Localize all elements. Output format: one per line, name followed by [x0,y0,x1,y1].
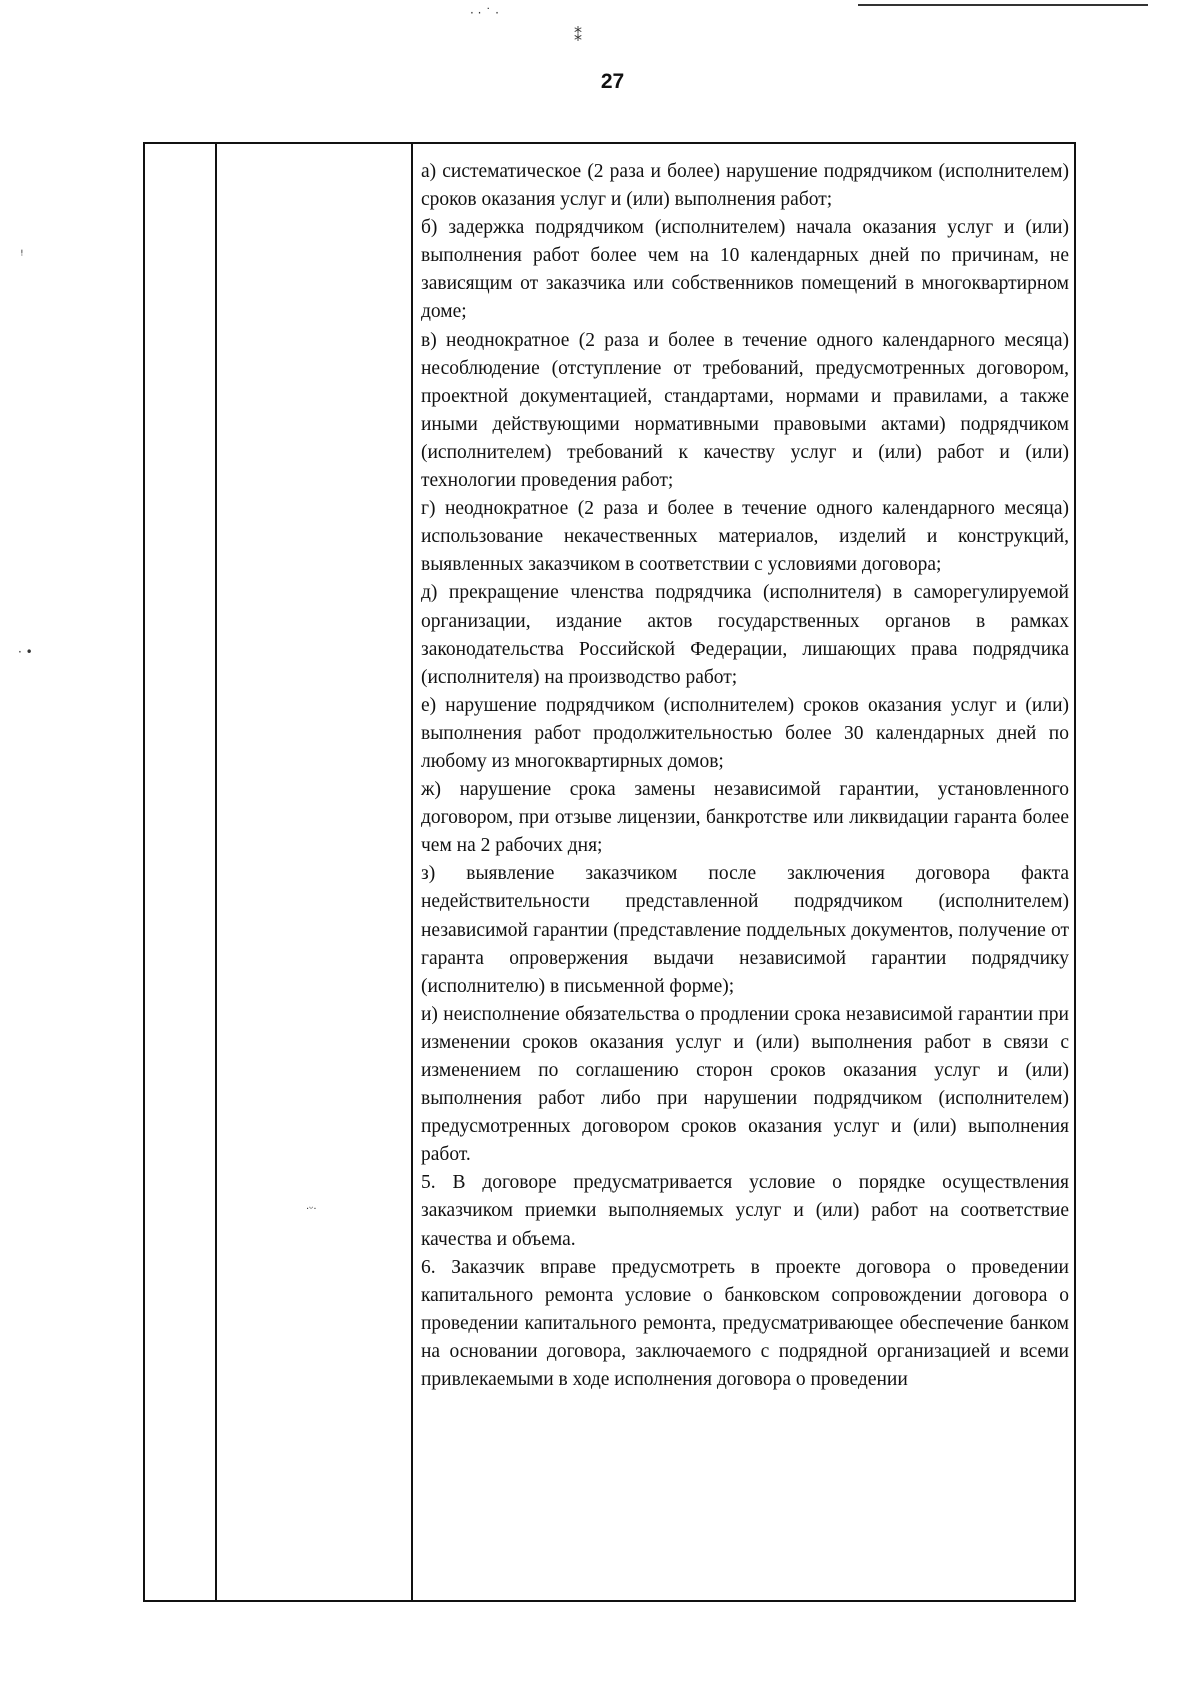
scan-artifact-speck: · · ˙ · [470,6,499,20]
clause-v: в) неоднократное (2 раза и более в течение одного календарного месяца) несоблюдение (отступление от требований, предусмотренных договором, проектной документацией, стандартами, нормами и правилами, а также иными действующими нормативными правовыми актами) подрядчиком (исполнителем) требований к качеству услуг и (или) работ и (или) технологии проведения работ; [421,329,1069,492]
clause-a: а) систематическое (2 раза и более) нарушение подрядчиком (исполнителем) сроков оказания услуг и (или) выполнения работ; [421,161,1069,211]
section-6: 6. Заказчик вправе предусмотреть в проекте договора о проведении капитального ремонта условие о банковском сопровождении договора о проведении капитального ремонта, предусматривающее обеспечение банком на основании договора, заключаемого с подрядной организацией и всеми привлекаемыми в ходе исполнения договора о проведении [421,1256,1069,1391]
clause-z: з) выявление заказчиком после заключения договора факта недействительности представленной подрядчиком (исполнителем) независимой гарантии (представление поддельных документов, получение от гаранта опровержения выдачи независимой гарантии подрядчику (исполнителю) в письменной форме); [421,863,1069,997]
scan-artifact-line [858,4,1148,6]
clause-e: е) нарушение подрядчиком (исполнителем) сроков оказания услуг и (или) выполнения работ продолжительностью более 30 календарных дней по любому из многоквартирных домов; [421,694,1069,772]
table-text-cell [421,158,1069,1394]
clause-d: д) прекращение членства подрядчика (исполнителя) в саморегулируемой организации, издание актов государственных органов в рамках законодательства Российской Федерации, лишающих права подрядчика (исполнителя) на производство работ; [421,582,1069,688]
document-table [143,142,1076,1602]
table-column-divider [411,144,413,1600]
section-5: 5. В договоре предусматривается условие о порядке осуществления заказчиком приемки выполняемых услуг и (или) работ на соответствие качества и объема. [421,1172,1069,1250]
page-number: 27 [600,70,625,93]
scan-artifact-speck: · • [18,645,33,659]
scan-artifact-speck: ·ᵕ· [306,1204,317,1215]
clause-i: и) неисполнение обязательства о продлении срока независимой гарантии при изменении сроков оказания услуг и (или) выполнения работ в связи с изменением по соглашению сторон сроков оказания услуг и (или) выполнения работ либо при нарушении подрядчиком (исполнителем) предусмотренных договором сроков оказания услуг и (или) выполнения работ. [421,1003,1069,1166]
clause-g: г) неоднократное (2 раза и более в течение одного календарного месяца) использование некачественных материалов, изделий и конструкций, выявленных заказчиком в соответствии с условиями договора; [421,498,1069,576]
table-column-divider [215,144,217,1600]
scan-artifact-speck: ꜝ [20,248,24,264]
clause-zh: ж) нарушение срока замены независимой гарантии, установленного договором, при отзыве лицензии, банкротстве или ликвидации гаранта более чем на 2 рабочих дня; [421,779,1069,857]
scan-artifact-speck: ⁑ [574,26,582,45]
clause-b: б) задержка подрядчиком (исполнителем) начала оказания услуг и (или) выполнения работ более чем на 10 календарных дней по причинам, не зависящим от заказчика или собственников помещений в многоквартирном доме; [421,217,1069,323]
